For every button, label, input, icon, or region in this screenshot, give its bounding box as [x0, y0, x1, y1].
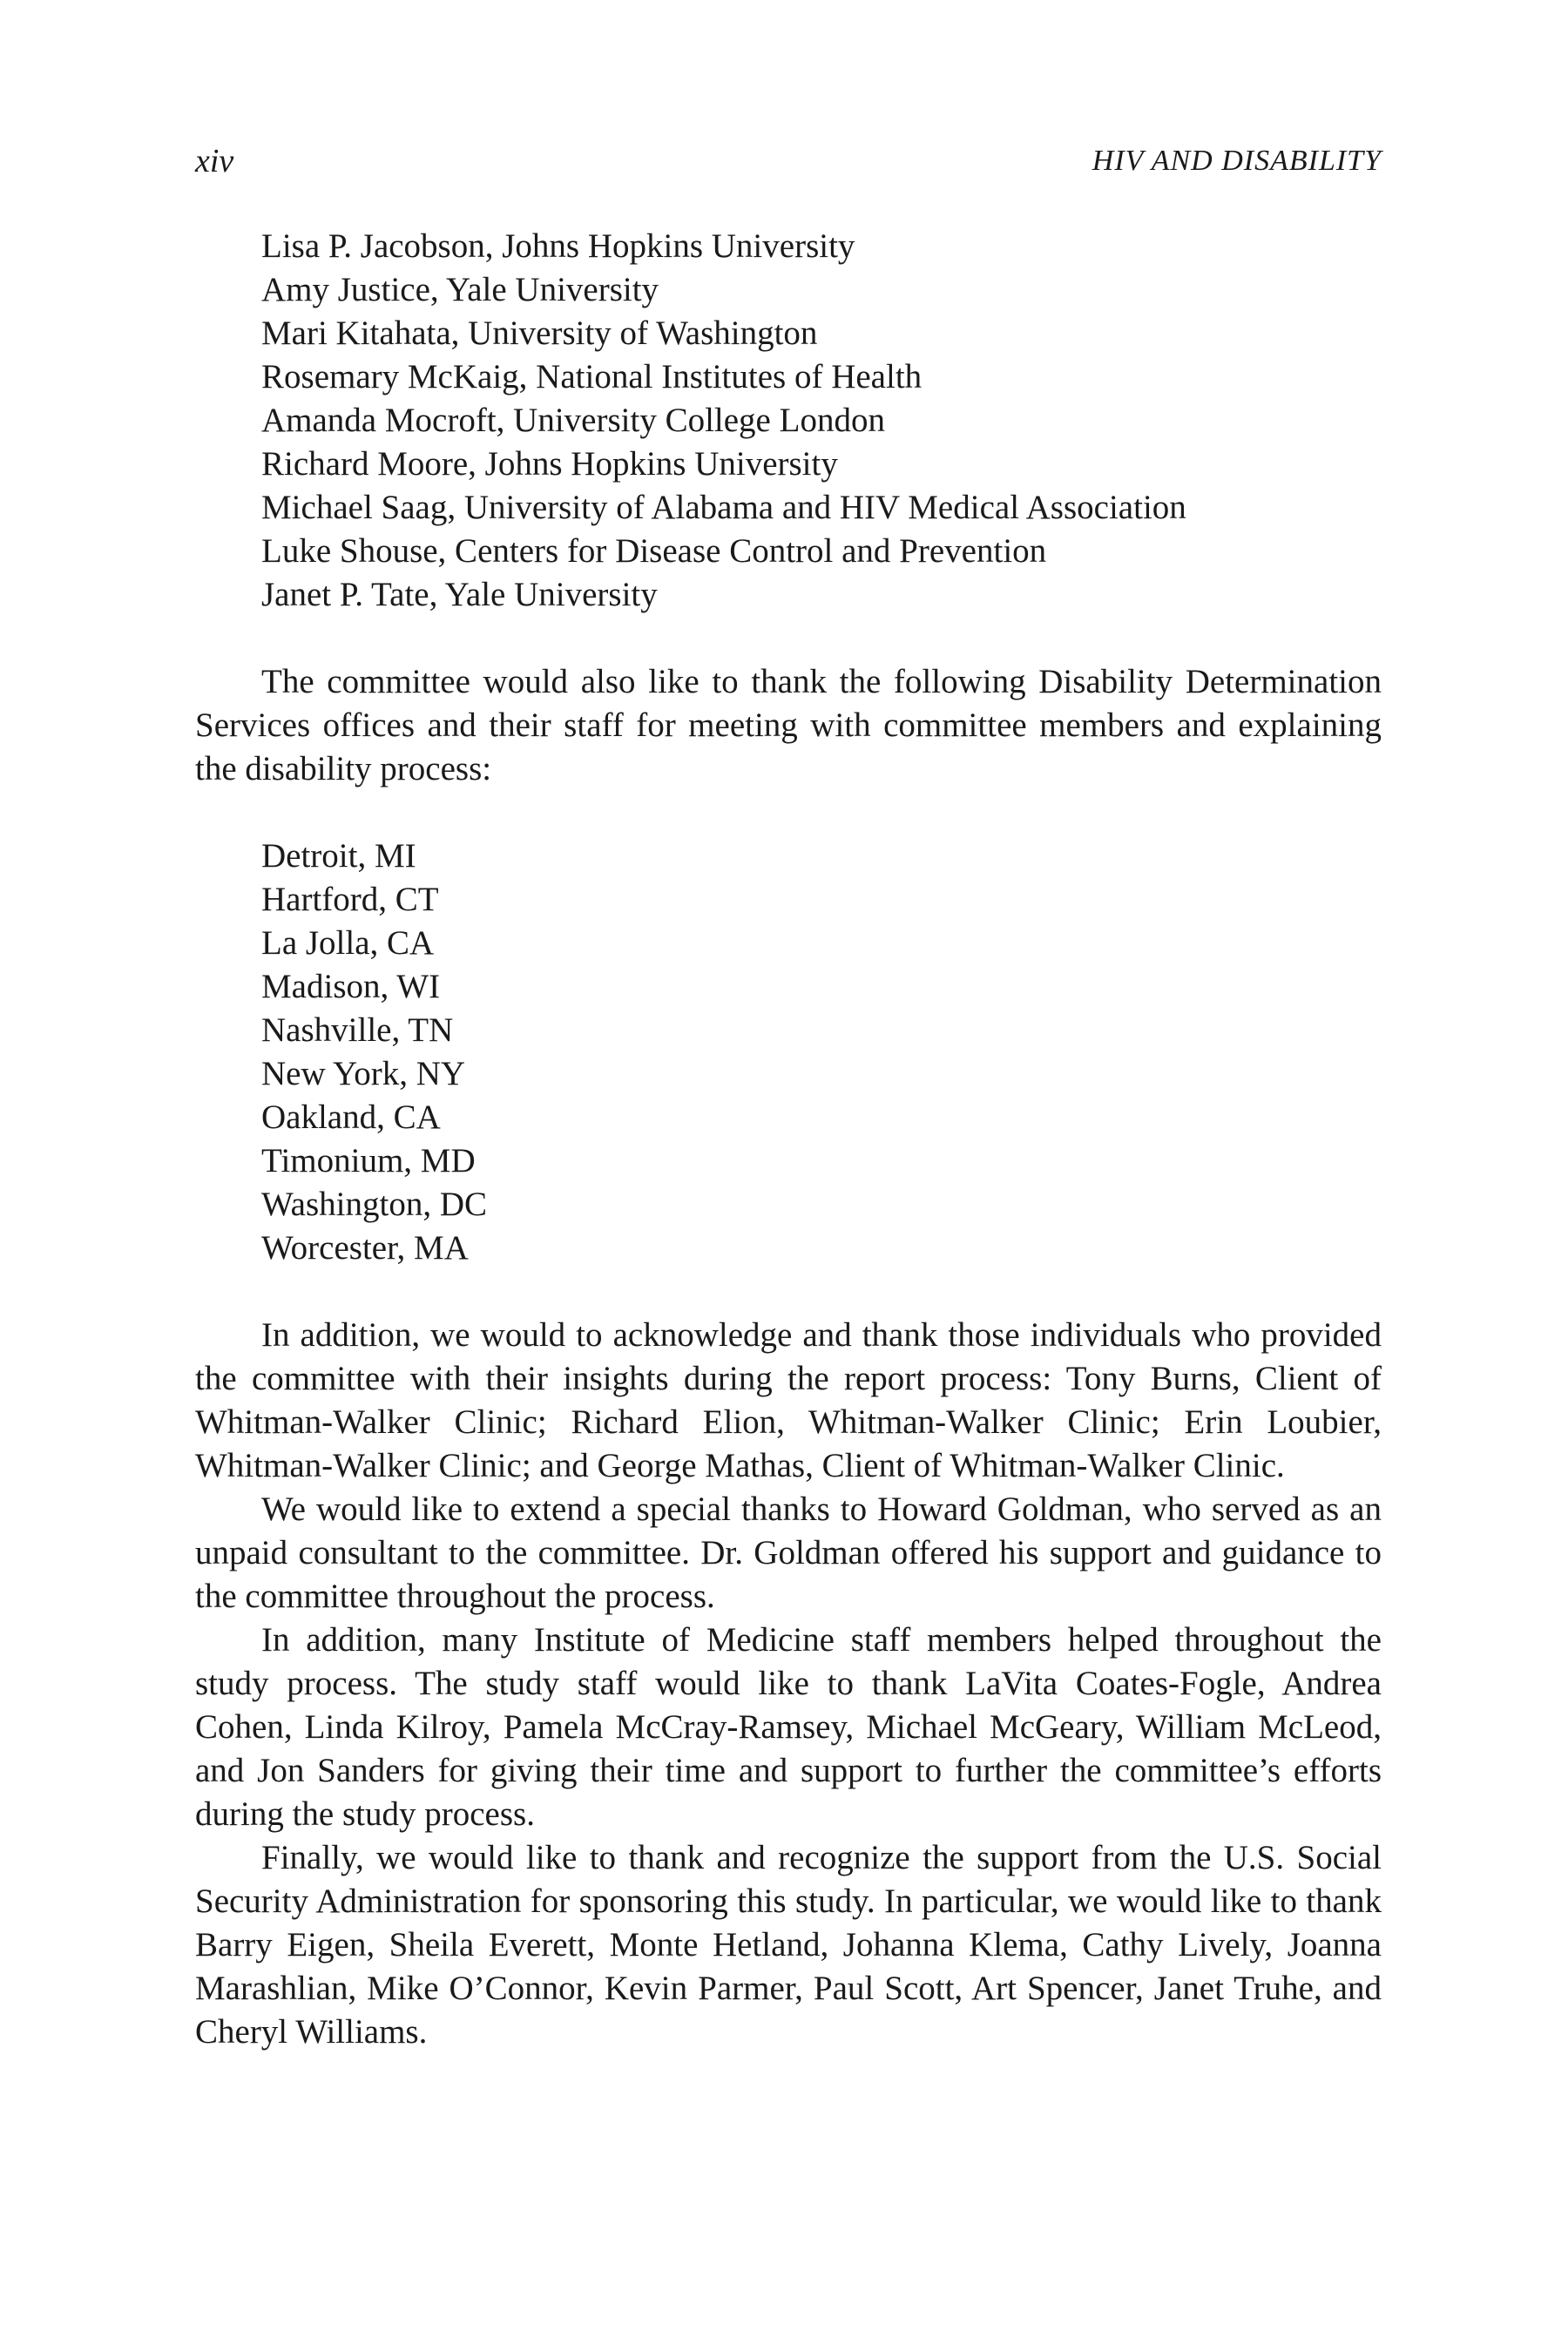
list-item: Amy Justice, Yale University: [261, 271, 659, 308]
list-item: Hartford, CT: [261, 881, 439, 918]
list-item: Luke Shouse, Centers for Disease Control and Prevention: [261, 532, 1047, 570]
list-item: Rosemary McKaig, National Institutes of Health: [261, 358, 923, 395]
list-item: Worcester, MA: [261, 1229, 469, 1267]
acknowledgment-paragraphs: [195, 1314, 1382, 2054]
contributor-list: [261, 225, 1186, 617]
list-item: Nashville, TN: [261, 1011, 454, 1049]
paragraph-consultant: We would like to extend a special thanks to Howard Goldman, who served as an unpaid consultant to the committee. Dr. Goldman offered his support and guidance to the committee throughout the process.: [195, 1490, 1382, 1615]
running-head: [195, 139, 1382, 183]
list-item: Timonium, MD: [261, 1142, 476, 1179]
page-number: xiv: [195, 143, 234, 179]
dds-intro-block: [195, 660, 1382, 791]
list-item: Madison, WI: [261, 968, 441, 1005]
list-item: Oakland, CA: [261, 1098, 441, 1136]
list-item: Janet P. Tate, Yale University: [261, 576, 658, 613]
paragraph-iom-staff: In addition, many Institute of Medicine staff members helped throughout the study process. The study staff would like to thank LaVita Coates-Fogle, Andrea Cohen, Linda Kilroy, Pamela McCray-Ramsey, Michael McGeary, William McLeod, and Jon Sanders for giving their time and support to further the committee’s efforts during the study process.: [195, 1621, 1382, 1833]
list-item: Washington, DC: [261, 1186, 488, 1223]
list-item: Detroit, MI: [261, 837, 416, 875]
paragraph-individuals: In addition, we would to acknowledge and thank those individuals who provided the committee with their insights during the report process: Tony Burns, Client of Whitman-Walker Clinic; Richard Elion, Whitman-Walker Clinic; Erin Loubier, Whitman-Walker Clinic; and George Mathas, Client of Whitman-Walker Clinic.: [195, 1316, 1382, 1484]
book-title: HIV AND DISABILITY: [1092, 145, 1382, 177]
list-item: New York, NY: [261, 1055, 466, 1092]
list-item: Lisa P. Jacobson, Johns Hopkins University: [261, 227, 855, 265]
list-item: Richard Moore, Johns Hopkins University: [261, 445, 838, 483]
list-item: La Jolla, CA: [261, 924, 435, 962]
list-item: Mari Kitahata, University of Washington: [261, 314, 818, 352]
list-item: Michael Saag, University of Alabama and HIV Medical Association: [261, 489, 1186, 526]
paragraph-ssa: Finally, we would like to thank and recognize the support from the U.S. Social Security Administration for sponsoring this study. In particular, we would like to thank Barry Eigen, Sheila Everett, Monte Hetland, Johanna Klema, Cathy Lively, Joanna Marashlian, Mike O’Connor, Kevin Parmer, Paul Scott, Art Spencer, Janet Truhe, and Cheryl Williams.: [195, 1839, 1382, 2051]
dds-office-list: [261, 835, 487, 1270]
dds-intro-paragraph: The committee would also like to thank the following Disability Determination Services offices and their staff for meeting with committee members and explaining the disability process:: [195, 663, 1382, 787]
list-item: Amanda Mocroft, University College London: [261, 402, 885, 439]
